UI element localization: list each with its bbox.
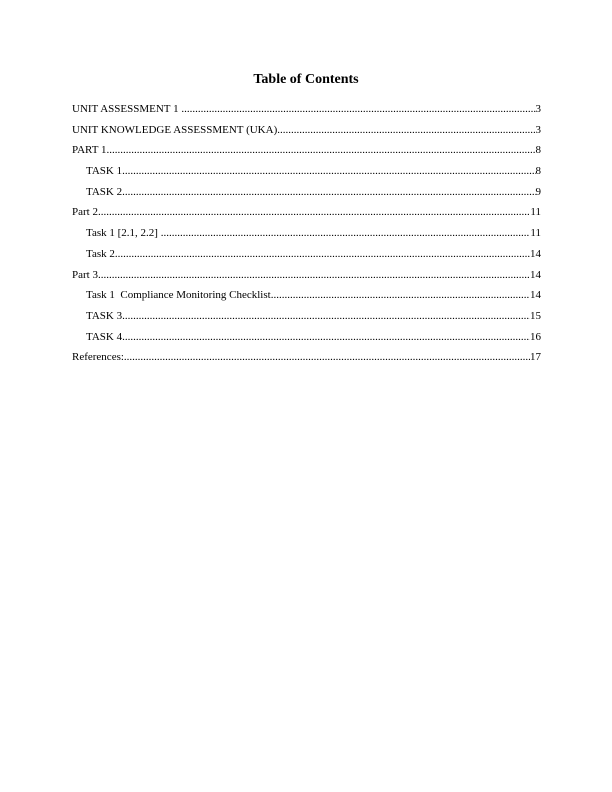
- toc-page-number: 16: [530, 330, 541, 343]
- toc-dot-leader: [107, 140, 536, 161]
- toc-entry-label: PART 1: [72, 144, 107, 157]
- toc-dot-leader: [122, 306, 530, 327]
- toc-page-number: 8: [535, 144, 541, 157]
- toc-dot-leader: [122, 161, 535, 182]
- toc-entry-references[interactable]: [72, 347, 541, 368]
- toc-entry-label: TASK 4: [86, 330, 123, 343]
- toc-dot-leader: [122, 327, 530, 348]
- toc-entry-label: TASK 1: [86, 165, 123, 178]
- toc-page-number: 9: [535, 185, 541, 198]
- toc-page-number: 14: [530, 289, 541, 302]
- toc-entry-label: Task 1 Compliance Monitoring Checklist: [86, 289, 271, 302]
- toc-entry-part-3-task-3[interactable]: [72, 306, 541, 327]
- toc-entry-part-3[interactable]: [72, 265, 541, 286]
- toc-entry-label: References:: [72, 351, 124, 364]
- toc-entry-part-2-task-1[interactable]: [72, 223, 541, 244]
- toc-entry-part-2[interactable]: [72, 202, 541, 223]
- toc-page-number: 11: [530, 206, 541, 219]
- toc-page-number: 15: [530, 309, 541, 322]
- toc-entry-label: Part 2: [72, 206, 98, 219]
- toc-page-number: 11: [530, 227, 541, 240]
- toc-entry-unit-assessment-1[interactable]: [72, 99, 541, 120]
- toc-dot-leader: [181, 99, 535, 120]
- table-of-contents: [72, 99, 541, 368]
- toc-page-number: 17: [530, 351, 541, 364]
- toc-entry-label: Task 2: [86, 247, 115, 260]
- toc-entry-part-1[interactable]: [72, 140, 541, 161]
- toc-entry-label: UNIT KNOWLEDGE ASSESSMENT (UKA): [72, 123, 278, 136]
- toc-dot-leader: [115, 244, 530, 265]
- toc-entry-part-1-task-2[interactable]: [72, 182, 541, 203]
- toc-dot-leader: [98, 265, 530, 286]
- toc-page-number: 3: [535, 123, 541, 136]
- toc-dot-leader: [122, 182, 535, 203]
- toc-page-number: 14: [530, 247, 541, 260]
- toc-dot-leader: [161, 223, 531, 244]
- toc-page-number: 8: [535, 165, 541, 178]
- toc-entry-label: TASK 2: [86, 185, 123, 198]
- toc-entry-label: Part 3: [72, 268, 98, 281]
- toc-page-number: 3: [535, 103, 541, 115]
- toc-page-number: 14: [530, 268, 541, 281]
- toc-entry-unit-knowledge-assessment[interactable]: [72, 120, 541, 141]
- toc-entry-part-3-task-1[interactable]: [72, 285, 541, 306]
- toc-dot-leader: [98, 202, 530, 223]
- toc-entry-part-3-task-4[interactable]: [72, 327, 541, 348]
- toc-entry-label: TASK 3: [86, 309, 123, 322]
- toc-entry-label: Task 1 [2.1, 2.2]: [86, 227, 161, 240]
- toc-dot-leader: [277, 120, 535, 141]
- toc-entry-part-1-task-1[interactable]: [72, 161, 541, 182]
- toc-entry-part-2-task-2[interactable]: [72, 244, 541, 265]
- toc-dot-leader: [124, 347, 530, 368]
- toc-title: Table of Contents: [253, 72, 359, 87]
- toc-entry-label: UNIT ASSESSMENT 1: [72, 103, 182, 115]
- toc-dot-leader: [271, 285, 530, 306]
